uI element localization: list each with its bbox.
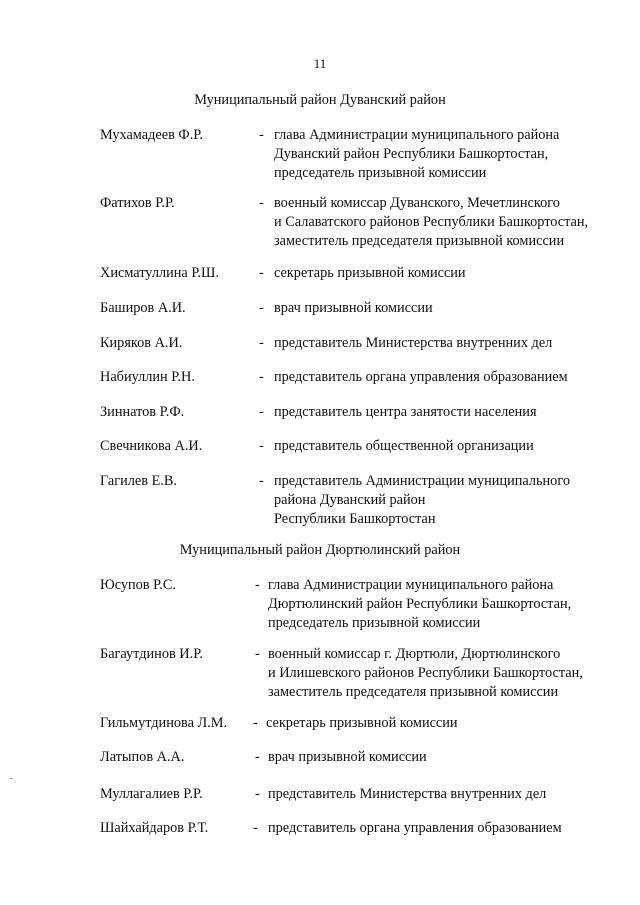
member-role: секретарь призывной комиссии xyxy=(266,715,458,731)
dash-separator: - xyxy=(253,820,258,836)
member-role: представитель органа управления образованием xyxy=(268,820,562,836)
member-name: Гильмутдинова Л.М. xyxy=(100,715,228,731)
member-name: Шайхайдаров Р.Т. xyxy=(100,820,209,836)
dash-separator: - xyxy=(259,438,264,454)
dash-separator: - xyxy=(255,786,260,802)
member-name: Муллагалиев Р.Р. xyxy=(100,786,203,802)
member-role: глава Администрации муниципального района Дуванский район Республики Башкортостан, председатель призывной комиссии xyxy=(274,127,560,181)
dash-separator: - xyxy=(259,335,264,351)
member-role: военный комиссар г. Дюртюли, Дюртюлинского и Илишевского районов Республики Башкортостан, заместитель председателя призывной комиссии xyxy=(268,646,583,700)
section-title-dyurtyuli: Муниципальный район Дюртюлинский район xyxy=(179,542,461,558)
member-name: Зиннатов Р.Ф. xyxy=(100,404,185,420)
member-role: представитель Министерства внутренних дел xyxy=(268,786,547,802)
member-name: Киряков А.И. xyxy=(100,335,183,351)
member-name: Мухамадеев Ф.Р. xyxy=(100,127,204,143)
scan-speck xyxy=(10,778,12,779)
member-role: представитель общественной организации xyxy=(274,438,534,454)
member-role: врач призывной комиссии xyxy=(268,749,427,765)
member-name: Гагилев Е.В. xyxy=(100,473,177,489)
dash-separator: - xyxy=(253,715,258,731)
member-role: военный комиссар Дуванского, Мечетлинского и Салаватского районов Республики Башкортостан, заместитель председателя призывной комиссии xyxy=(274,195,589,249)
section-title-duvan: Муниципальный район Дуванский район xyxy=(194,92,446,108)
member-name: Багаутдинов И.Р. xyxy=(100,646,203,662)
member-role: врач призывной комиссии xyxy=(274,300,433,316)
page-number: 11 xyxy=(313,56,327,71)
dash-separator: - xyxy=(259,127,264,143)
member-role: глава Администрации муниципального района Дюртюлинский район Республики Башкортостан, председатель призывной комиссии xyxy=(268,577,572,631)
dash-separator: - xyxy=(259,473,264,489)
dash-separator: - xyxy=(259,300,264,316)
member-name: Фатихов Р.Р. xyxy=(100,195,175,211)
dash-separator: - xyxy=(259,195,264,211)
member-role: представитель Министерства внутренних дел xyxy=(274,335,553,351)
member-name: Баширов А.И. xyxy=(100,300,186,316)
dash-separator: - xyxy=(255,577,260,593)
scan-speck xyxy=(100,713,101,714)
member-role: представитель Администрации муниципального района Дуванский район Республики Башкортостан xyxy=(274,473,570,527)
member-name: Свечникова А.И. xyxy=(100,438,203,454)
member-name: Латыпов А.А. xyxy=(100,749,185,765)
dash-separator: - xyxy=(255,646,260,662)
member-role: представитель центра занятости населения xyxy=(274,404,537,420)
member-role: представитель органа управления образованием xyxy=(274,369,568,385)
member-role: секретарь призывной комиссии xyxy=(274,265,466,281)
member-name: Набиуллин Р.Н. xyxy=(100,369,195,385)
dash-separator: - xyxy=(255,749,260,765)
dash-separator: - xyxy=(259,404,264,420)
dash-separator: - xyxy=(259,369,264,385)
dash-separator: - xyxy=(259,265,264,281)
member-name: Хисматуллина Р.Ш. xyxy=(100,265,220,281)
member-name: Юсупов Р.С. xyxy=(100,577,176,593)
